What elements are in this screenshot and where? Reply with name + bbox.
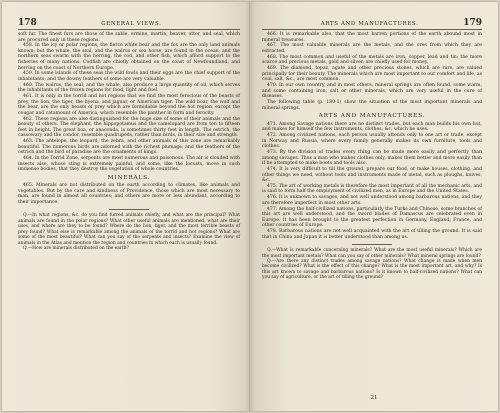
divider [109,209,149,210]
page-number: 178 [18,18,37,28]
paragraph: 467. The most valuable minerals are the metals, and the ores from which they are extracted. [262,43,482,54]
divider [352,244,392,245]
paragraph: 460. The walrus, the seal, and the whale, also produce a large quantity of oil, which serves the inhabitants of the frozen regions for food, light and fuel. [18,82,240,94]
paragraph: 469. The diamond, topaz, agate and other precious stones, which are rare, are valued principally for their beauty. The minerals which are most important to our comfort and life, as coal, salt, &c., are most common. [262,66,482,83]
paragraph: soft fur. The finest furs are those of the sable, ermine, martin, beaver, otter, and seal, which are procured only in these regions. [18,32,240,43]
section-heading: MINERALS. [107,174,151,181]
paragraph: 466. It is remarkable also, that the most barren portions of the earth abound most in mineral treasures. [262,32,482,43]
questions-block [18,213,240,251]
section-heading: ARTS AND MANUFACTURES. [318,113,426,120]
paragraph: 461. It is only in the torrid and hot regions that we find the most ferocious of the beasts of prey, the lion, the tiger, the hyena, and jaguar, or American tiger. The wild boar, the wolf and the bear, are the only beasts of prey which are formidable beyond the hot region, except the cougar and catamount of America, which resemble the panther in form and ferocity. [18,94,240,116]
signature-mark: 21 [370,395,378,401]
right-body [262,32,482,240]
paragraph: 478. Barbarous nations are not well acquainted with the art of tilling the ground. It is said that in China and Japan it is better understood than among us. [262,229,482,240]
paragraph: 465. Minerals are not distributed on the earth according to climates, like animals and vegetables. But by the care and kindness of Providence, those which are most necessary to man, are found in almost all countries; and others are more or less abundant, according to their importance. [18,183,240,205]
paragraph: 477. Among the half-civilized nations, particularly the Turks and Chinese, some branches of this art are well understood, and the sword blades of Damascus are celebrated even in Europe. It has been brought to the greatest perfection in Germany, England, France, and other countries of Europe. [262,206,482,229]
paragraph: 475. The art of working metals is therefore the most important of all the mechanic arts, and is said to form half the employment of civilized men, as in Europe and the United States. [262,183,482,195]
question: Q.—What is remarkable concerning minerals? What are the most useful minerals? Which are the most important metals? What can you say of other minerals? What mineral springs are found? [262,248,482,259]
questions-block [262,248,482,280]
paragraph: 476. It is unknown to savages, and not well understood among barbarous nations, and they are therefore imperfect in most other arts. [262,195,482,206]
running-title: ARTS AND MANUFACTURES. [320,21,419,27]
paragraph: 472. Among civilized nations, each person usually attends only to one art or trade, except in Norway and Russia, where every family generally makes its own furniture, tools and clothes. [262,133,482,150]
book-spread [2,2,498,411]
question: Q.—How are minerals distributed on the earth? [23,245,129,251]
right-page [250,2,498,411]
right-running-head [262,18,482,30]
question: Q.—Are there any distinct trades among savage nations? What change is made when men become civilized? What is the effect of this change? What is the most important art, and why? Is this art known to savage and barbarous nations? Is it known to half-civilized nations? What can you say of agriculture, or the art of tilling the ground? [262,259,482,281]
left-running-head [18,18,240,30]
paragraph: 462. These regions are also distinguished for the huge size of some of their animals and the beauty of others. The elephant, the hippopotamus and the camelopard are from ten to fifteen feet in height. The great boa, or anaconda, is sometimes thirty feet in length. The ostrich, the cassowary and the condor, resemble quadrupeds, rather than birds, in their size and strength. [18,116,240,139]
page-number: 179 [463,18,482,28]
paragraph: 463. The antelope, the leopard, the zebra, and other animals of this zone are remarkably beautiful. The numerous birds are adorned with the richest plumage, and the feathers of the ostrich and the bird of paradise are the ornaments of kings. [18,139,240,156]
question: Q.—In what regions, &c. do you find furred animals chiefly, and what are the principal? What animals are found in the polar regions? What other useful animals are mentioned, what are their uses, and where are they to be found? Where do the lion, tiger, and the most terrible beasts of prey found? What else is remarkable among the animals of the torrid and hot regions? What are some of the most beautiful? What can you say of the serpents and insects? Examine the view of animals in the Atlas and mention the region and countries in which each is usually found. [18,213,240,246]
paragraph: 458. In the icy or polar regions, the fierce white bear and the fox are the only land animals known; but the whale, the seal, and the walrus or sea horse, are found in the ocean; and the northern seas swarm with the herring, the cod, and other fish, which afford support to the fisheries of many nations. Codfish are chiefly obtained on the coast of Newfoundland, and herring on the coast of Northern Europe. [18,43,240,71]
paragraph: 470. In our own country, and in most others, mineral springs are often found, some warm, and some containing iron, salt or other minerals, which are very useful in the cure of diseases. [262,83,482,100]
paragraph: 459. In some islands of these seas the wild fowls and their eggs are the chief support of the inhabitants; and the downy feathers of some are very valuable. [18,71,240,82]
paragraph: 474. It is very difficult to till the ground, prepare our food, or make houses, clothing, and other things we need, without tools and instruments made of metal, such as ploughs, knives, &c. [262,166,482,184]
paragraph: 468. The most common and useful of the metals are iron, copper, lead and tin: the more scarce and precious metals, gold and silver, are chiefly used for money. [262,54,482,66]
page-shadow [250,2,256,411]
paragraph: 473. By the division of trades every thing can be made more easily and perfectly than among savages. Thus a man who makes clothes only, makes them better and more easily than if he attempted to make boots and tools also. [262,150,482,167]
paragraph: 471. Among Savage nations there are no distinct trades, but each man builds his own hut, and makes for himself the few instruments, clothes, &c. which he uses. [262,121,482,133]
paragraph: The following table (p. 180-1) show the situation of the most important minerals and mineral springs. [262,100,482,111]
left-body [18,32,240,205]
running-title: GENERAL VIEWS. [101,21,162,27]
left-page [2,2,250,411]
paragraph: 464. In the Torrid Zone, serpents are most numerous and poisonous. The air is clouded with insects also, whose sting is extremely painful, and some, like the locusts, move in such immense bodies, that they destroy the vegetation of whole countries. [18,156,240,173]
